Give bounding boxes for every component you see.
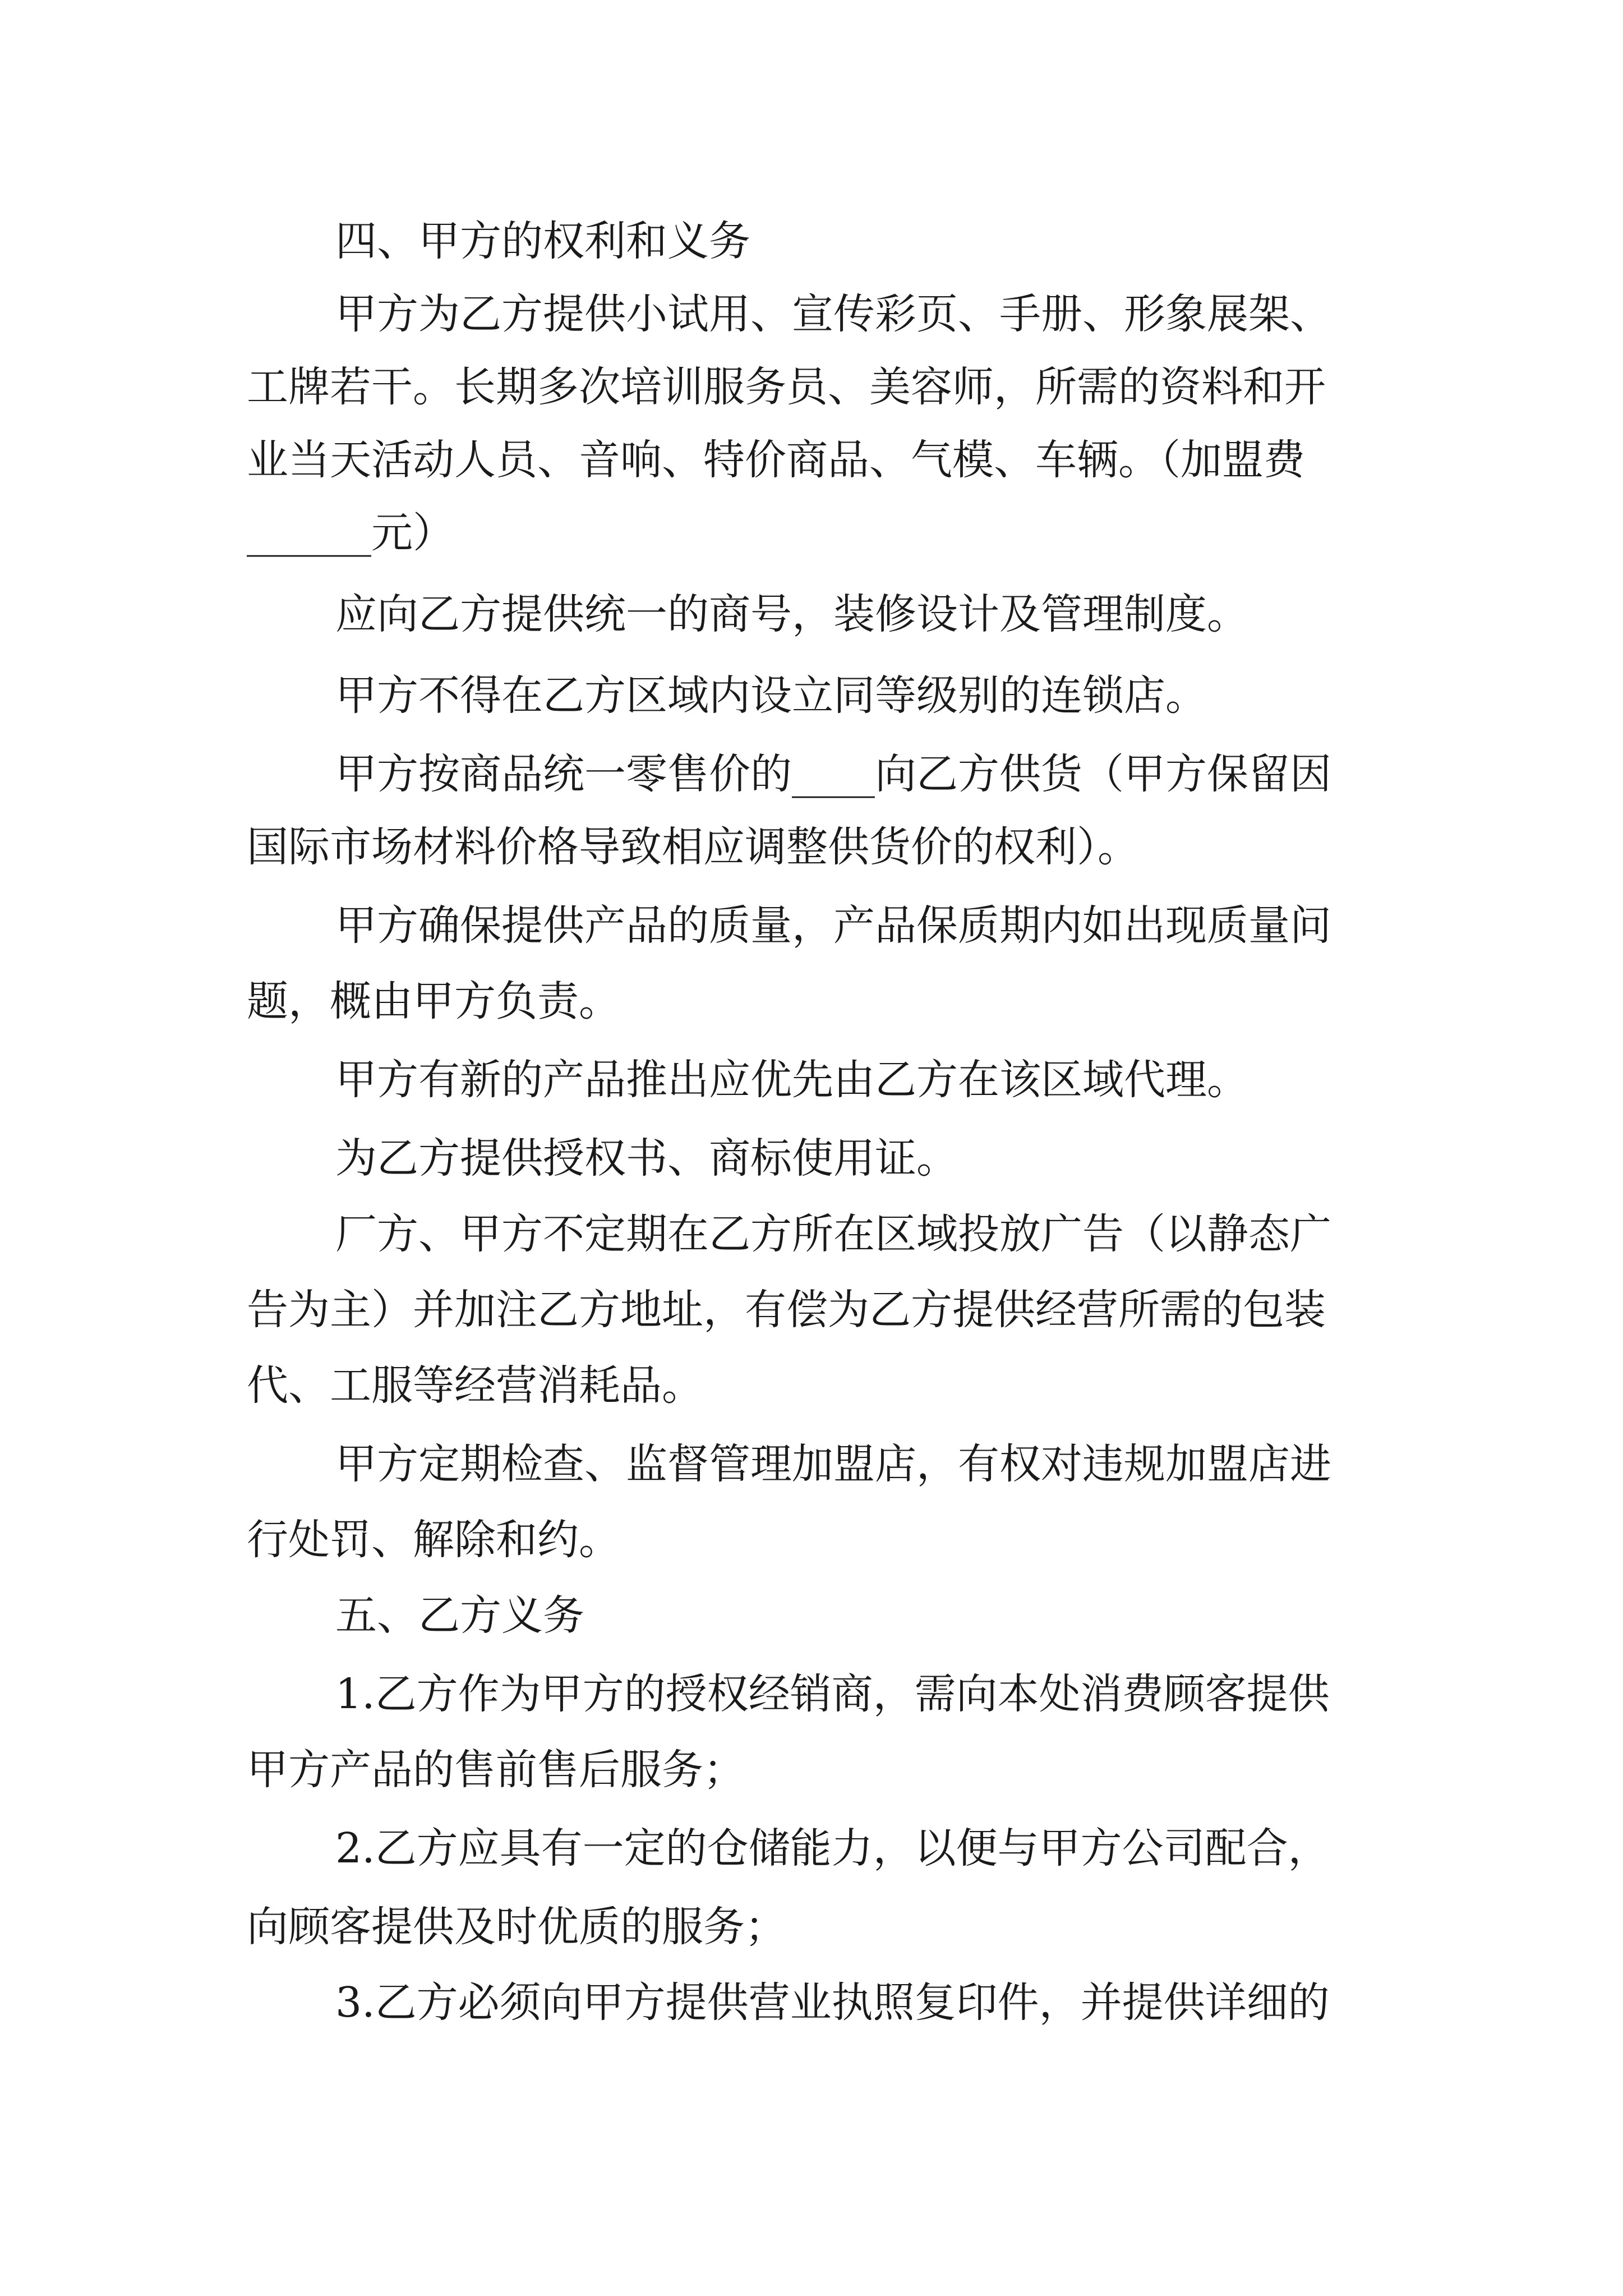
paragraph-line: 甲方不得在乙方区域内设立同等级别的连锁店。 bbox=[335, 671, 1207, 720]
paragraph-line: 甲方产品的售前售后服务； bbox=[247, 1746, 745, 1794]
paragraph-line: 3.乙方必须向甲方提供营业执照复印件，并提供详细的 bbox=[335, 1978, 1330, 2027]
paragraph-line: 1.乙方作为甲方的授权经销商，需向本处消费顾客提供 bbox=[335, 1670, 1330, 1718]
section-heading: 五、乙方义务 bbox=[335, 1591, 584, 1640]
paragraph-line: 告为主）并加注乙方地址，有偿为乙方提供经营所需的包装 bbox=[247, 1286, 1326, 1334]
paragraph-line: 甲方定期检查、监督管理加盟店，有权对违规加盟店进 bbox=[335, 1440, 1331, 1488]
paragraph-line: 甲方按商品统一零售价的____向乙方供货（甲方保留因 bbox=[335, 750, 1331, 798]
paragraph-line: 业当天活动人员、音响、特价商品、气模、车辆。（加盟费 bbox=[247, 436, 1305, 484]
paragraph-line: 行处罚、解除和约。 bbox=[247, 1516, 620, 1564]
paragraph-line: 向顾客提供及时优质的服务； bbox=[247, 1903, 786, 1951]
paragraph-line: 甲方有新的产品推出应优先由乙方在该区域代理。 bbox=[335, 1056, 1248, 1104]
paragraph-line: 甲方确保提供产品的质量，产品保质期内如出现质量问 bbox=[335, 901, 1331, 950]
paragraph-line: 为乙方提供授权书、商标使用证。 bbox=[335, 1134, 958, 1182]
paragraph-line: ______元） bbox=[247, 509, 454, 557]
paragraph-line: 题，概由甲方负责。 bbox=[247, 977, 620, 1025]
paragraph-line: 应向乙方提供统一的商号，装修设计及管理制度。 bbox=[335, 590, 1248, 638]
paragraph-line: 甲方为乙方提供小试用、宣传彩页、手册、形象展架、 bbox=[335, 290, 1331, 338]
paragraph-line: 工牌若干。长期多次培训服务员、美容师，所需的资料和开 bbox=[247, 363, 1326, 411]
paragraph-line: 国际市场材料价格导致相应调整供货价的权利）。 bbox=[247, 823, 1139, 871]
paragraph-line: 代、工服等经营消耗品。 bbox=[247, 1361, 703, 1410]
paragraph-line: 2.乙方应具有一定的仓储能力，以便与甲方公司配合， bbox=[335, 1824, 1330, 1872]
paragraph-line: 厂方、甲方不定期在乙方所在区域投放广告（以静态广 bbox=[335, 1210, 1331, 1258]
section-heading: 四、甲方的权利和义务 bbox=[335, 217, 750, 265]
